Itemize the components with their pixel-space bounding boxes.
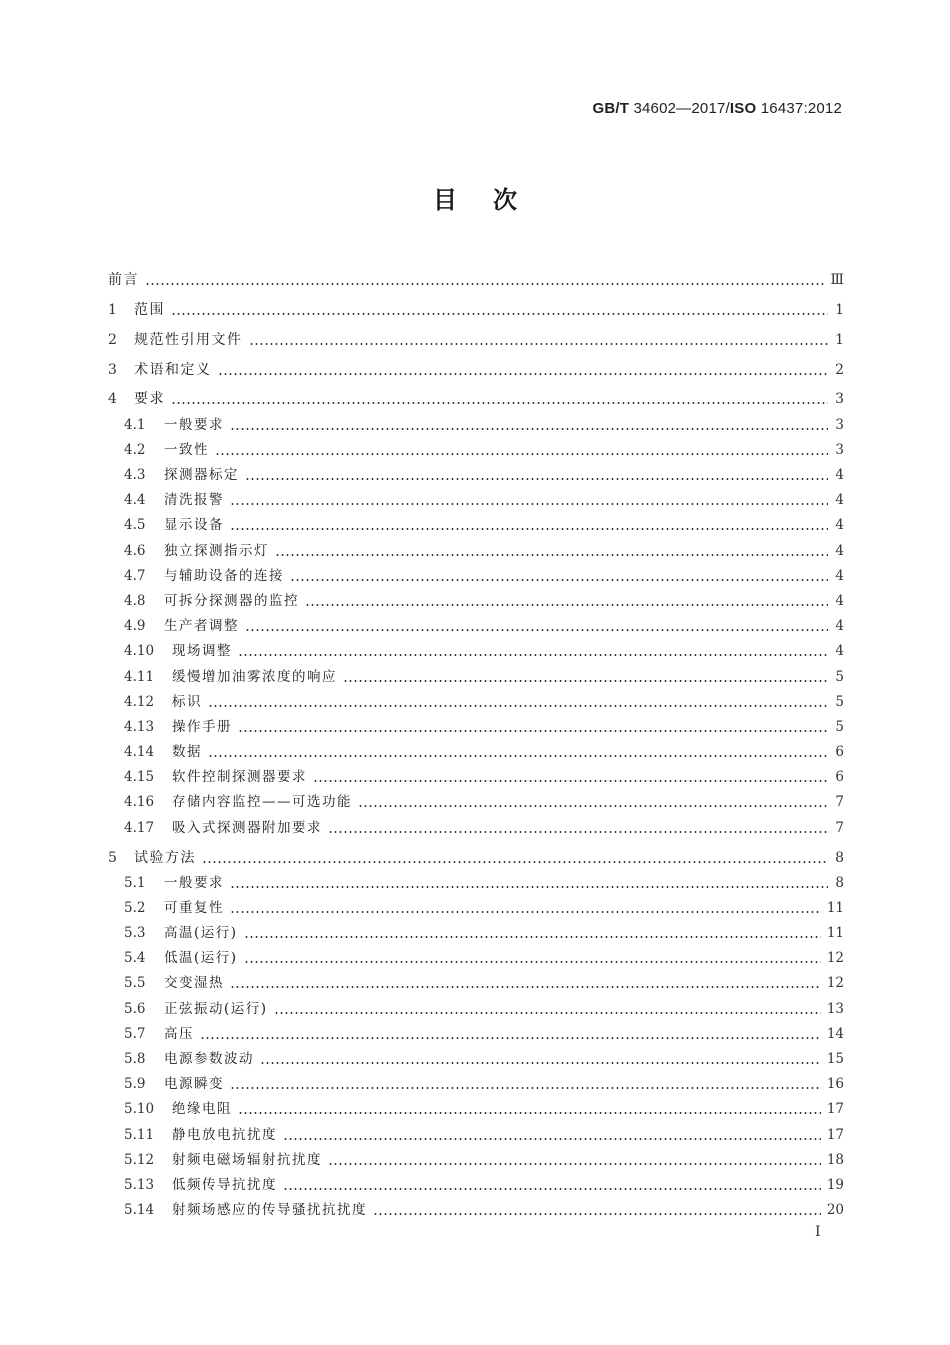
toc-entry-page: 6 — [835, 744, 844, 761]
dot-leader — [208, 755, 828, 757]
toc-entry-page: 5 — [835, 718, 844, 735]
dot-leader — [305, 604, 828, 606]
toc-entry[interactable] — [108, 1118, 844, 1143]
toc-entry-label: 显示设备 — [164, 517, 224, 534]
toc-entry-label: 术语和定义 — [134, 361, 212, 378]
toc-entry[interactable] — [108, 867, 844, 892]
toc-entry-page: 7 — [835, 819, 844, 836]
toc-entry-number: 5.14 — [124, 1202, 155, 1219]
toc-entry[interactable] — [108, 459, 844, 484]
toc-entry-number: 5.10 — [124, 1101, 155, 1118]
toc-entry-page: 19 — [826, 1176, 844, 1193]
toc-entry-label: 一般要求 — [164, 874, 224, 891]
toc-entry-label: 一般要求 — [164, 416, 224, 433]
dot-leader — [328, 831, 828, 833]
toc-entry[interactable] — [108, 660, 844, 685]
dot-leader — [230, 911, 821, 913]
dot-leader — [358, 805, 828, 807]
toc-entry-number: 5.9 — [124, 1076, 146, 1093]
toc-entry-label: 正弦振动(运行) — [164, 1000, 268, 1017]
toc-entry-number: 5.1 — [124, 874, 146, 891]
dot-leader — [230, 986, 821, 988]
toc-entry-label: 清洗报警 — [164, 492, 224, 509]
dot-leader — [244, 936, 821, 938]
toc-entry-number: 4.2 — [124, 441, 146, 458]
toc-entry-number: 5.2 — [124, 899, 146, 916]
toc-entry-page: 13 — [826, 1000, 844, 1017]
toc-entry-number: 4.9 — [124, 618, 146, 635]
toc-entry-number: 4.8 — [124, 592, 146, 609]
dot-leader — [373, 1213, 821, 1215]
toc-entry-number: 4.11 — [124, 668, 155, 685]
dot-leader — [230, 528, 828, 530]
dot-leader — [200, 1037, 821, 1039]
toc-entry-page: 17 — [826, 1101, 844, 1118]
toc-entry-number: 4.15 — [124, 769, 155, 786]
toc-entry-page: 4 — [835, 567, 844, 584]
toc-entry[interactable] — [108, 686, 844, 711]
toc-entry[interactable] — [108, 509, 844, 534]
toc-entry-page: 8 — [835, 849, 844, 866]
toc-entry[interactable] — [108, 585, 844, 610]
dot-leader — [238, 654, 828, 656]
toc-entry-page: 4 — [835, 592, 844, 609]
toc-entry-page: 5 — [835, 693, 844, 710]
page-title: 目次 — [433, 186, 553, 214]
toc-entry[interactable] — [108, 289, 844, 319]
toc-entry-number: 1 — [108, 301, 117, 318]
toc-entry-number: 4.13 — [124, 718, 155, 735]
toc-entry[interactable] — [108, 992, 844, 1017]
toc-entry-label: 前言 — [108, 271, 139, 288]
toc-entry-label: 现场调整 — [172, 643, 232, 660]
toc-entry-page: 6 — [835, 769, 844, 786]
toc-entry-number: 4.10 — [124, 643, 155, 660]
dot-leader — [230, 1087, 821, 1089]
toc-entry-label: 存储内容监控——可选功能 — [172, 794, 352, 811]
toc-entry-page: 4 — [835, 492, 844, 509]
dot-leader — [249, 343, 829, 345]
toc-entry-number: 4.1 — [124, 416, 146, 433]
toc-entry-number: 5.13 — [124, 1176, 155, 1193]
toc-entry-label: 范围 — [134, 301, 165, 318]
toc-entry-number: 5.8 — [124, 1051, 146, 1068]
toc-entry-page: 4 — [835, 542, 844, 559]
toc-entry[interactable] — [108, 534, 844, 559]
toc-entry[interactable] — [108, 1018, 844, 1043]
dot-leader — [215, 453, 828, 455]
toc-entry-label: 绝缘电阻 — [172, 1101, 232, 1118]
toc-entry-page: 16 — [826, 1076, 844, 1093]
toc-entry-number: 5 — [108, 849, 117, 866]
toc-entry-page: 20 — [826, 1202, 844, 1219]
toc-entry-number: 4.5 — [124, 517, 146, 534]
toc-entry[interactable] — [108, 811, 844, 836]
toc-entry-number: 4.3 — [124, 467, 146, 484]
toc-entry-label: 可拆分探测器的监控 — [164, 592, 299, 609]
toc-entry-page: 1 — [835, 331, 844, 348]
toc-entry[interactable] — [108, 892, 844, 917]
toc-entry-label: 一致性 — [164, 441, 209, 458]
toc-entry[interactable] — [108, 1144, 844, 1169]
table-of-contents — [108, 259, 844, 1219]
toc-entry-number: 4.17 — [124, 819, 155, 836]
dot-leader — [202, 861, 828, 863]
standard-prefix: GB/T — [592, 100, 630, 117]
dot-leader — [171, 402, 828, 404]
dot-leader — [230, 886, 828, 888]
toc-entry-page: 12 — [826, 950, 844, 967]
toc-entry-page: 15 — [826, 1051, 844, 1068]
toc-entry-label: 操作手册 — [172, 718, 232, 735]
toc-entry-page: 17 — [826, 1126, 844, 1143]
toc-entry-page: 14 — [826, 1025, 844, 1042]
toc-entry-page: 7 — [835, 794, 844, 811]
toc-entry-label: 射频场感应的传导骚扰抗扰度 — [172, 1202, 367, 1219]
toc-entry-number: 4 — [108, 391, 117, 408]
toc-entry-page: 18 — [826, 1151, 844, 1168]
toc-entry-number: 4.7 — [124, 567, 146, 584]
toc-entry-label: 静电放电抗扰度 — [172, 1126, 277, 1143]
dot-leader — [244, 961, 821, 963]
dot-leader — [171, 313, 828, 315]
toc-entry-number: 4.6 — [124, 542, 146, 559]
toc-entry-page: 5 — [835, 668, 844, 685]
toc-entry[interactable] — [108, 635, 844, 660]
dot-leader — [313, 780, 828, 782]
toc-entry-page: 3 — [835, 441, 844, 458]
toc-entry-number: 5.11 — [124, 1126, 155, 1143]
toc-entry[interactable] — [108, 1043, 844, 1068]
toc-entry-label: 射频电磁场辐射抗扰度 — [172, 1151, 322, 1168]
toc-entry[interactable] — [108, 1093, 844, 1118]
toc-entry-label: 生产者调整 — [164, 618, 239, 635]
toc-entry-label: 缓慢增加油雾浓度的响应 — [172, 668, 337, 685]
toc-entry-label: 规范性引用文件 — [134, 331, 243, 348]
dot-leader — [343, 680, 828, 682]
dot-leader — [245, 629, 828, 631]
toc-entry-label: 电源瞬变 — [164, 1076, 224, 1093]
toc-entry[interactable] — [108, 917, 844, 942]
standard-code-header — [592, 100, 842, 117]
toc-entry[interactable] — [108, 736, 844, 761]
toc-entry[interactable] — [108, 349, 844, 379]
toc-entry-label: 电源参数波动 — [164, 1051, 254, 1068]
dot-leader — [290, 579, 828, 581]
toc-entry[interactable] — [108, 942, 844, 967]
toc-entry-page: 3 — [835, 391, 844, 408]
toc-entry-label: 标识 — [172, 693, 202, 710]
toc-entry-page: 8 — [835, 874, 844, 891]
toc-entry[interactable] — [108, 560, 844, 585]
toc-entry-number: 4.12 — [124, 693, 155, 710]
toc-entry-number: 5.6 — [124, 1000, 146, 1017]
dot-leader — [208, 705, 828, 707]
toc-entry[interactable] — [108, 967, 844, 992]
toc-entry-label: 交变湿热 — [164, 975, 224, 992]
toc-entry-label: 低频传导抗扰度 — [172, 1176, 277, 1193]
toc-entry-label: 试验方法 — [134, 849, 196, 866]
toc-entry-label: 高温(运行) — [164, 925, 238, 942]
toc-entry-number: 5.3 — [124, 925, 146, 942]
toc-entry[interactable] — [108, 761, 844, 786]
toc-entry[interactable] — [108, 610, 844, 635]
toc-entry[interactable] — [108, 837, 844, 867]
toc-entry-number: 2 — [108, 331, 117, 348]
toc-entry[interactable] — [108, 1169, 844, 1194]
toc-entry-page: 12 — [826, 975, 844, 992]
toc-entry[interactable] — [108, 259, 844, 289]
toc-entry-page: 4 — [835, 618, 844, 635]
toc-entry[interactable] — [108, 408, 844, 433]
dot-leader — [275, 554, 828, 556]
toc-entry-number: 5.7 — [124, 1025, 146, 1042]
page-number: I — [815, 1224, 821, 1240]
toc-entry-page: 1 — [835, 301, 844, 318]
toc-entry-label: 探测器标定 — [164, 467, 239, 484]
toc-entry[interactable] — [108, 786, 844, 811]
toc-entry-number: 5.5 — [124, 975, 146, 992]
toc-entry-number: 4.4 — [124, 492, 146, 509]
toc-entry[interactable] — [108, 379, 844, 409]
toc-entry[interactable] — [108, 434, 844, 459]
toc-entry-page: 11 — [826, 925, 844, 942]
dot-leader — [328, 1163, 821, 1165]
toc-entry-page: Ⅲ — [830, 271, 844, 288]
toc-entry-page: 4 — [835, 643, 844, 660]
dot-leader — [260, 1062, 821, 1064]
toc-entry[interactable] — [108, 484, 844, 509]
toc-entry-label: 要求 — [134, 391, 165, 408]
toc-entry[interactable] — [108, 1194, 844, 1219]
iso-number: 16437:2012 — [756, 100, 842, 117]
toc-entry-label: 软件控制探测器要求 — [172, 769, 307, 786]
toc-entry-number: 5.12 — [124, 1151, 155, 1168]
dot-leader — [230, 503, 828, 505]
toc-entry-label: 可重复性 — [164, 899, 224, 916]
dot-leader — [238, 730, 828, 732]
dot-leader — [238, 1112, 821, 1114]
iso-prefix: ISO — [729, 100, 757, 117]
dot-leader — [218, 373, 829, 375]
dot-leader — [283, 1138, 821, 1140]
toc-entry-number: 4.16 — [124, 794, 155, 811]
toc-entry-page: 4 — [835, 517, 844, 534]
dot-leader — [230, 428, 828, 430]
toc-entry-number: 4.14 — [124, 744, 155, 761]
toc-entry-page: 11 — [826, 899, 844, 916]
dot-leader — [283, 1188, 821, 1190]
toc-entry[interactable] — [108, 319, 844, 349]
toc-entry[interactable] — [108, 1068, 844, 1093]
standard-number: 34602—2017/ — [629, 100, 730, 117]
toc-entry-label: 高压 — [164, 1025, 194, 1042]
toc-entry-page: 2 — [835, 361, 844, 378]
toc-entry-page: 3 — [835, 416, 844, 433]
toc-entry[interactable] — [108, 711, 844, 736]
toc-entry-label: 数据 — [172, 744, 202, 761]
toc-entry-label: 与辅助设备的连接 — [164, 567, 284, 584]
toc-entry-page: 4 — [835, 467, 844, 484]
dot-leader — [145, 283, 824, 285]
toc-entry-label: 低温(运行) — [164, 950, 238, 967]
dot-leader — [274, 1012, 821, 1014]
toc-entry-number: 5.4 — [124, 950, 146, 967]
toc-entry-label: 独立探测指示灯 — [164, 542, 269, 559]
toc-entry-label: 吸入式探测器附加要求 — [172, 819, 322, 836]
toc-entry-number: 3 — [108, 361, 117, 378]
dot-leader — [245, 478, 828, 480]
